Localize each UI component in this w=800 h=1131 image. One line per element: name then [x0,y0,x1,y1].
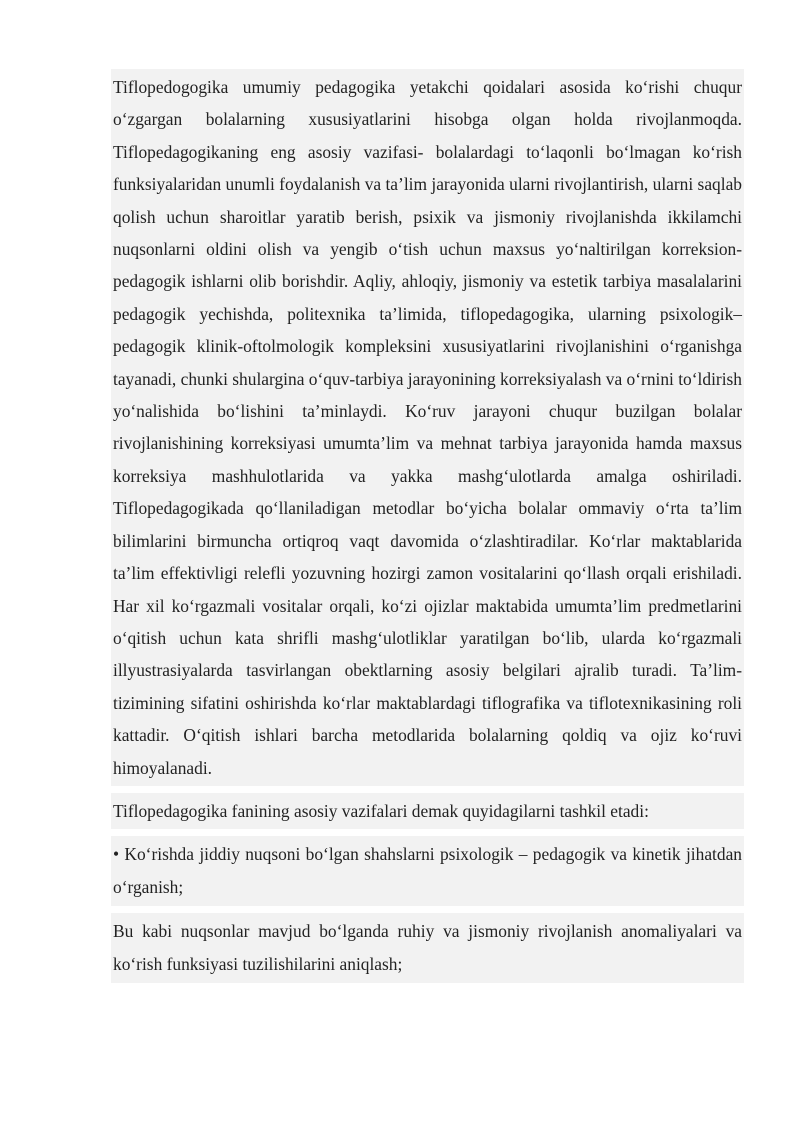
paragraph-tasks-intro: Tiflopedagogika fanining asosiy vazifalari demak quyidagilarni tashkil etadi: [113,795,742,827]
paragraph-bullet-1: • Ko‘rishda jiddiy nuqsoni bo‘lgan shahslarni psixologik – pedagogik va kinetik jihatdan o‘rganish; [113,838,742,904]
document-body [113,71,742,992]
paragraph-conclusion: Bu kabi nuqsonlar mavjud bo‘lganda ruhiy va jismoniy rivojlanish anomaliyalari va ko‘rish funksiyasi tuzilishilarini aniqlash; [113,915,742,981]
paragraph-main: Tiflopedogogika umumiy pedagogika yetakchi qoidalari asosida ko‘rishi chuqur o‘zgargan bolalarning xususiyatlarini hisobga olgan holda rivojlanmoqda. Tiflopedagogikaning eng asosiy vazifasi- bolalardagi to‘laqonli bo‘lmagan ko‘rish funksiyalaridan unumli foydalanish va ta’lim jarayonida ularni rivojlantirish, ularni saqlab qolish uchun sharoitlar yaratib berish, psixik va jismoniy rivojlanishda ikkilamchi nuqsonlarni oldini olish va yengib o‘tish uchun maxsus yo‘naltirilgan korreksion- pedagogik ishlarni olib borishdir. Aqliy, ahloqiy, jismoniy va estetik tarbiya masalalarini pedagogik yechishda, politexnika ta’limida, tiflopedagogika, ularning psixologik–pedagogik klinik-oftolmologik kompleksini xususiyatlarini rivojlanishini o‘rganishga tayanadi, chunki shulargina o‘quv-tarbiya jarayonining korreksiyalash va o‘rnini to‘ldirish yo‘nalishida bo‘lishini ta’minlaydi. Ko‘ruv jarayoni chuqur buzilgan bolalar rivojlanishining korreksiyasi umumta’lim va mehnat tarbiya jarayonida hamda maxsus korreksiya mashhulotlarida va yakka mashg‘ulotlarda amalga oshiriladi. Tiflopedagogikada qo‘llaniladigan metodlar bo‘yicha bolalar ommaviy o‘rta ta’lim bilimlarini birmuncha ortiqroq vaqt davomida o‘zlashtiradilar. Ko‘rlar maktablarida ta’lim effektivligi relefli yozuvning hozirgi zamon vositalarini qo‘llash orqali erishiladi. Har xil ko‘rgazmali vositalar orqali, ko‘zi ojizlar maktabida umumta’lim predmetlarini o‘qitish uchun kata shrifli mashg‘ulotliklar yaratilgan bo‘lib, ularda ko‘rgazmali illyustrasiyalarda tasvirlangan obektlarning asosiy belgilari ajralib turadi. Ta’lim-tizimining sifatini oshirishda ko‘rlar maktablardagi tiflografika va tiflotexnikasining roli kattadir. O‘qitish ishlari barcha metodlarida bolalarning qoldiq va ojiz ko‘ruvi himoyalanadi. [113,71,742,784]
